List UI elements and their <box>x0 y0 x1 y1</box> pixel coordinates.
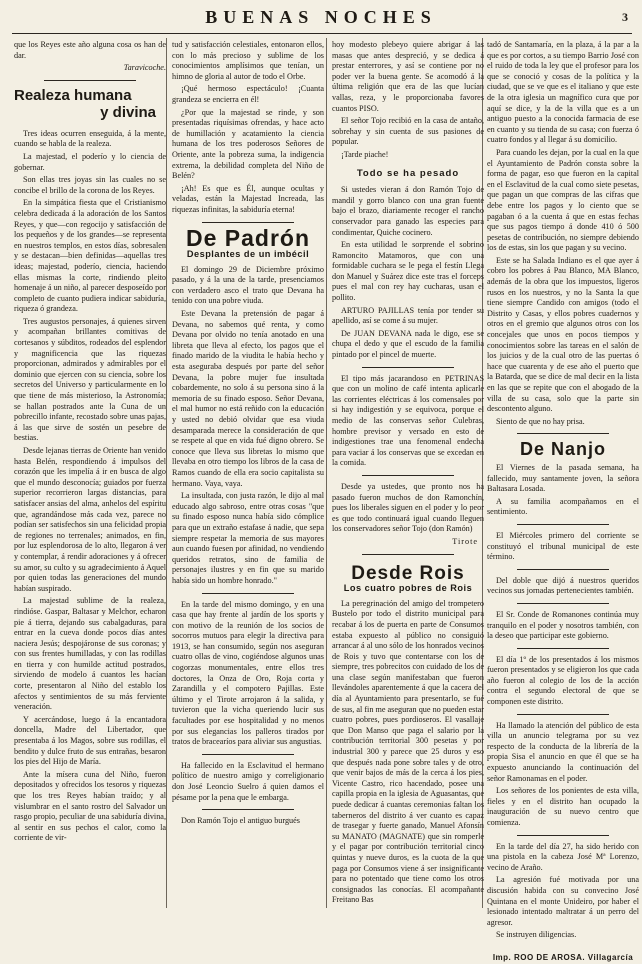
article-text: ¡Ah! Es que es Él, aunque ocultas y veladas, están la Majestad Increada, las riquezas infinitas, la sabiduría eterna! <box>172 183 324 214</box>
article-text: ¡Tarde piache! <box>341 149 389 159</box>
article-text: Se instruyen diligencias. <box>496 930 577 940</box>
article-text: Para cuando les dejan, por la cual en la que el Ayuntamiento de Padrón consta sobre la forma de pagar, eso que fueron en la capital en el Esclavitud de la cual como siete pesetas, que pagan un que compras de las cifras que debe entre los pagos y lo ciento que se pagaban ó a la cuenta á que en estas fechas que sus pagos tiempo á donde 410 ó 500 pesetas de contribución, no siempre debiendo los de estas, sin los que pagan y su vecino. <box>487 147 639 253</box>
column-1 <box>14 40 166 906</box>
newspaper-title: BUENAS NOCHES <box>205 7 437 27</box>
section-divider <box>517 524 609 525</box>
article-text: A su familia acompañamos en el sentimiento. <box>487 496 639 517</box>
article-text: Este se ha Salada Indiano es el que ayer á cobro los pobres á Pau Blanco, MA Blanco, además de la obra que los impuestos, ligeros rusos en los nuestros, y no la Santa la que tiene siempre Candido con amigos (todo el Distrito y Casas, y ellos pobres cuadernos y otros en el gremio que algunos otros con los concejales que unos en pocos tiempos y conocimientos sobre las tareas en el salón de los juicios y de la cual otro de las puertas ó hace que cuarenta y de ese año el puerto que la Batarda, que se dice de mal decir en la lista en las que se repite que con el abogado de la villa de su casa, solo que la parte sin descontento alguno. <box>487 255 639 414</box>
article-text: En la simpática fiesta que el Cristianismo celebra dedicada á la adoración de los Santos Reyes, y que—con regocijo y satisfacción de los pequeños y de los grandes—se representa en nuestros templos, en estos días, sobresalen y se destacan—bien definidas—aquellas tres ideas; majestad, poderío, ciencia, haciendo ellas mismas la corte, rindiendo pleito homenaje á un niño, al parecer desposeído por completo de cuanto pudiera indicar sabiduría, riqueza ó grandeza. <box>14 198 166 314</box>
headline-line: y divina <box>100 103 156 121</box>
article-text: ¡Qué hermoso espectáculo! ¡Cuanta grandeza se encierra en él! <box>172 84 324 104</box>
article-text: que los Reyes este año alguna cosa os han de dar. <box>14 40 166 60</box>
article-text: El Viernes de la pasada semana, ha fallecido, muy santamente joven, la señora Baltasara Losada. <box>487 462 639 494</box>
article-text: Siento de que no hay prisa. <box>496 416 585 426</box>
column-divider <box>166 38 167 908</box>
article-text: Ante la mísera cuna del Niño, fueron depositados y ofrecidos los tesoros y riquezas que los tres Reyes habían traído; y al vislumbrar en el santo rostro del Salvador un rasgo propio, peculiar de una sabiduría divina, al sentir en sus pechos el calor, como la corriente de vir- <box>14 769 166 843</box>
section-divider <box>202 809 294 810</box>
section-divider <box>517 433 609 434</box>
section-divider <box>362 554 454 555</box>
article-text: tud y satisfacción celestiales, entonaron ellos, con lo más precioso y sublime de los conocimientos amplísimos que tenían, un himno de gloria al autor de todo el Orbe. <box>172 40 324 81</box>
article-text: Tres ideas ocurren enseguida, á la mente, cuando se habla de la realeza. <box>14 128 166 149</box>
article-text: El tipo más jacarandoso en PETRINAS que con un molino de café intenta aplicarle las corrientes eléctricas á los comensales por si hay indigestión y se equivoca, porque el medio de las conservas señor Culebras, hombre previsor y versado en esto de indigestiones trae una fenomenal endecha para vaciar á los conservas que se excedan en la comida. <box>332 373 484 468</box>
subheadline-rois: Los cuatro pobres de Rois <box>343 583 473 594</box>
section-divider <box>362 475 454 476</box>
article-text: Son ellas tres joyas sin las cuales no se concibe el brillo de la corona de los Reyes. <box>14 175 166 195</box>
article-text: El domingo 29 de Diciembre próximo pasado, y á la una de la tarde, presenciamos con verdadero asco el trato que Devana ha tenido con una pobre viuda. <box>172 264 324 306</box>
article-text: En la tarde del día 27, ha sido herido con una pistola en la cabeza José Mª Lorenzo, vecino de Araño. <box>487 841 639 872</box>
article-text: Desde ya ustedes, que pronto nos ha pasado fueron muchos de don Ramonchín, pues los liberales siguen en el poder y lo peor es que todo continuará igual cuando lleguen los conservadores señor Tojo (don Ramón) <box>332 481 484 534</box>
headline-nanjo: De Nanjo <box>519 439 606 460</box>
article-text: De JUAN DEVANA nada le digo, ese se chupa el dedo y que el escudo de la familia pintado por el pincel de muerte. <box>332 328 484 360</box>
section-divider <box>202 593 294 594</box>
headline-padron: De Padrón <box>185 224 311 251</box>
subheadline-padron: Desplantes de un imbécil <box>186 249 310 260</box>
column-3 <box>332 40 484 906</box>
article-text: Tres augustos personajes, á quienes sirven y acompañan brillantes comitivas de cortesanos y súbditos, rodeados del esplendor y magnificencia que las riquezas proporcionan, admirados y admirables por el dominio que ejercen con su ciencia, sobre los secretos del Universo y particularmente en lo que tiene de más misterioso, la Astronomía; se hallan postrados ante la Cuna de un pobrecillo infante, recostado sobre unas pajas, á las que sirve de sostén un pesebre de bestias. <box>14 316 166 443</box>
article-text: La insultada, con justa razón, le dijo al mal educado algo sabroso, entre otras cosas "que su finado esposo nunca había sido cómplice para que un extraño estafase á nadie, que sepa siempre respetar la memoria de sus mayores aun cuando fuesen por afinidad, no vendiendo queridos retratos, sino de familia de personajes ilustres y en fin que su marido había sido un hombre honrado." <box>172 491 324 585</box>
article-text: La peregrinación del amigo del trompetero Bustelo por todo el distrito municipal para recabar á los de puerta en parte de Consumos estaba expuesto al público no consiguió arrancar á al uno sólo de los honrados vecinos de Rois y tuvo que contentarse con los de siempre, tres pobrecitos con cuidado de los de una clase según manifestaban que fueron llevándoles aparentemente á que la cacera del día al Ayuntamiento para presentarlo, se fué de sus, al fin me aseguran que no pueden estar cuatro pobres, pues pordioseros. El vasallaje que Don Manso que paga el salario por la contribución territorial 300 pesetas y por industrial 300 y parece que 25 duros y eso que después nada pone sobre tales y de otro, que venir bajos de más de la cerca á los pies, Vicente Castro, rico hacendado, posee una capilla propia en la iglesia de Aguasantas, que puede dedicar á cuantas ceremonias faltan los taberneros del distrito á ver cuanto es capaz de trasegar y fuerte ganado, Manuel Afonsín su MANATO (MAGNATE) que sin romperle y el pagar por contribución territorial cinco quintas y nueve duros, es la cuota de la que paga por Consumos viene á ser insignificante para no potentado que tiene como los otros consignados las conocías. El acompañante Freitano Bas <box>332 598 484 905</box>
masthead-rule <box>12 33 632 34</box>
article-text: hoy modesto plebeyo quiere abrigar á las masas que antes despreció, y se dedica á prestar enterrores, y así se contiene por no poder ver la buena gente. Se acomodó á la última religión que era de las que lucían vallas, reza, y le proporcionaba favores cuantos PISO. <box>332 40 484 113</box>
headline-rois: Desde Rois <box>351 562 465 584</box>
section-divider <box>517 714 609 715</box>
section-divider <box>202 222 294 223</box>
page-number: 3 <box>622 10 628 24</box>
article-text: Los señores de los ponientes de esta villa, fieles y en el distrito han ocupado la inauguración de su nuevo centro que comienza. <box>487 786 639 827</box>
article-text: La majestad, el poderío y lo ciencia de gobernar. <box>14 151 166 172</box>
article-text: ARTURO PAJILLAS tenía por tender su apellido, así se come á su mujer. <box>332 305 484 326</box>
section-divider <box>44 80 136 81</box>
column-2 <box>172 40 324 906</box>
article-text: El día 1º de los presentados á los mismos fueron presentados y se eligieron los que cada año fueron al colegio de los de la acción contra el segundo electoral de que se componen este distrito. <box>487 654 639 707</box>
article-text: La agresión fué motivada por una discusión habida con su convecino José Quintana en el monte Unideiro, por haber el lesionado intentado maltratar á un perro del agresor. <box>487 875 639 927</box>
article-text: Del doble que dijó á nuestros queridos vecinos sus jornadas pertenecientes también. <box>487 575 639 596</box>
article-text: En esta utilidad le sorprende el sobrino Ramoncito Matamoros, que con una formidable cuchara se le pega el festín Llega don Manuel y Suárez dice este tras el forceps pues el mal con rey hay cucharas, usan el pollito. <box>332 240 484 303</box>
article-text: Este Devana la pretensión de pagar á Devana, no sabemos qué renta, y como Devana por olvido no tenía anotado en una libreta que lleva al efecto, los pagos que el finado marido de la viudita le había hecho y esta aseguraba después por parte del señor Devana, la pobre mujer fue insultada cobardemente, no solo á su persona sino á la memoria de su finado esposo. Señor Devana, el mal humor no está reñido con la educación y usted no debió olvidar que esa viuda desamparada merece la consideración de que se respete al que en vida fué digno obrero. Se conoce que lleva sus libretas lo mismo que llevaba en otro tiempo los libros de la casa de Ramos cuando de ella era socio capitalista su hermano. Vaya, vaya. <box>172 309 324 488</box>
article-text: Si ustedes vieran á don Ramón Tojo de mandil y gorro blanco con una gran fuente bajo el brazo, diariamente recoger el rancho conservador para ganado las especies para condimentar, Quiche cocinero. <box>332 185 484 237</box>
section-divider <box>517 835 609 836</box>
article-text: Y acercándose, luego á la encantadora doncella, Madre del Libertador, que presentaba á los Magos, sobre sus rodillas, el bendito y dulce fruto de sus entrañas, besaron los pies del Hijo de María. <box>14 714 166 767</box>
article-text: El Sr. Conde de Romanones continúa muy tranquilo en el poder y nosotros también, con la deseo que participar este gobierno. <box>487 609 639 641</box>
printer-imprint: Imp. ROO DE AROSA. Villagarcía <box>492 952 634 962</box>
article-text: Ha llamado la atención del público de esta villa un anuncio telegrama por su vez respecto de la conducta de la librería de la propia Sisa el anuncio en que él que se ha expuesto anunciando la continuación del señor Ramonamas en el poder. <box>487 720 639 783</box>
headline-realeza <box>14 87 166 121</box>
column-divider <box>326 38 327 908</box>
headline-line: Realeza humana <box>14 86 132 104</box>
article-text: Ha fallecido en la Esclavitud el hermano político de nuestro amigo y correligionario don José Leoncio Suelro á quien damos el pésame por la pena que le embarga. <box>172 760 324 802</box>
article-text: Don Ramón Tojo el antiguo burgués <box>181 816 300 826</box>
section-divider <box>517 648 609 649</box>
article-signature: Taravicoche. <box>123 63 166 73</box>
article-text: tadó de Santamaría, en la plaza, á la par a la que es por cortos, a su tiempo Barrio José con el ruido de toda la ley que el profesor para los que se conoció y cosas de la política y la ciudad, que se ve que es el italiano y que este de la otra iglesia un magnífico cura que por aquí se dice, y la de la villa que es a un antiguo puesto a la conocida farmacia de ese en cuanto y su tienda de su casa; con fuerza ó cuatro fondos y al llegar á su domicilio. <box>487 40 639 145</box>
article-text: Desde lejanas tierras de Oriente han venido hasta Belén, respondiendo á impulsos del corazón que les impelía á ir en busca de algo que el mundo desconocía; guiados por fuerza superior recorrieron largas distancias, para satisfacer ansias del alma, anhelos del espíritu que, agrandándose más cada vez, parece no podían ser satisfechos sin una felicidad propia de regiones no terrenales; animados, en fin, por luz esplendorosa de lo alto, llegaron á ver y contemplar, á rendir adoraciones y á ofrecer su amor, su culto y su agradecimiento á Aquel por quien todas las generaciones del mundo habían suspirado. <box>14 446 166 593</box>
section-divider <box>517 569 609 570</box>
article-text: El Miércoles primero del corriente se constituyó el tribunal municipal de este término. <box>487 530 639 562</box>
headline-tojo: Todo se ha pesado <box>356 167 460 179</box>
article-signature: Tirote <box>452 536 478 546</box>
column-4 <box>487 40 639 962</box>
article-text: ¿Por que la majestad se rinde, y son presentadas riquísimas ofrendas, y hace acto de humillación y acatamiento la ciencia humana de los tres poderosos Señores de Oriente, ante la pobreza suma, la indigencia extrema, la debilidad completa del Niño de Belén? <box>172 107 324 181</box>
section-divider <box>202 754 294 755</box>
article-text: En la tarde del mismo domingo, y en una casa que hay frente al jardín de los sports y con motivo de la reunión de los socios de socorros mutuos para elegir la directiva para 1913, se han consumido, según nos aseguran cuatro ollas de vino, cogiéndose algunos unas cogorzas monumentales, entre ellos tres doctores, la Onza de Oro, Roja corta y Zarandilla y el compotero Pajillas. Este último y el Tirote arrojaron á la salida, y tuvieron que la vicha queriendo lucir sus facultades por ese hospitalidad y no menos por sus elegancias los palleros tirados por tratos de bracearíos para aliviar sus angustias. <box>172 599 324 747</box>
section-divider <box>362 367 454 368</box>
section-divider <box>517 603 609 604</box>
article-text: El señor Tojo recibió en la casa de antaño, sobrehay y sin cuenta de sus pasiones de popular. <box>332 116 484 147</box>
article-text: La majestad sublime de la realeza, rindióse. Gaspar, Baltasar y Melchor, echaron pie á tierra, dejando sus cabalgaduras, para entrar en la cueva donde pocos días antes naciera Jesús; despojáronse de sus coronas; y con sus frentes humilladas, y con las rodillas en tierra y con humilde actitud postrados, sirviendo de modelo á cuantos les hacían corte, presentaron al Niño del establo los afectos y sentimientos de su más ferviente veneración. <box>14 596 166 712</box>
masthead <box>0 0 642 34</box>
